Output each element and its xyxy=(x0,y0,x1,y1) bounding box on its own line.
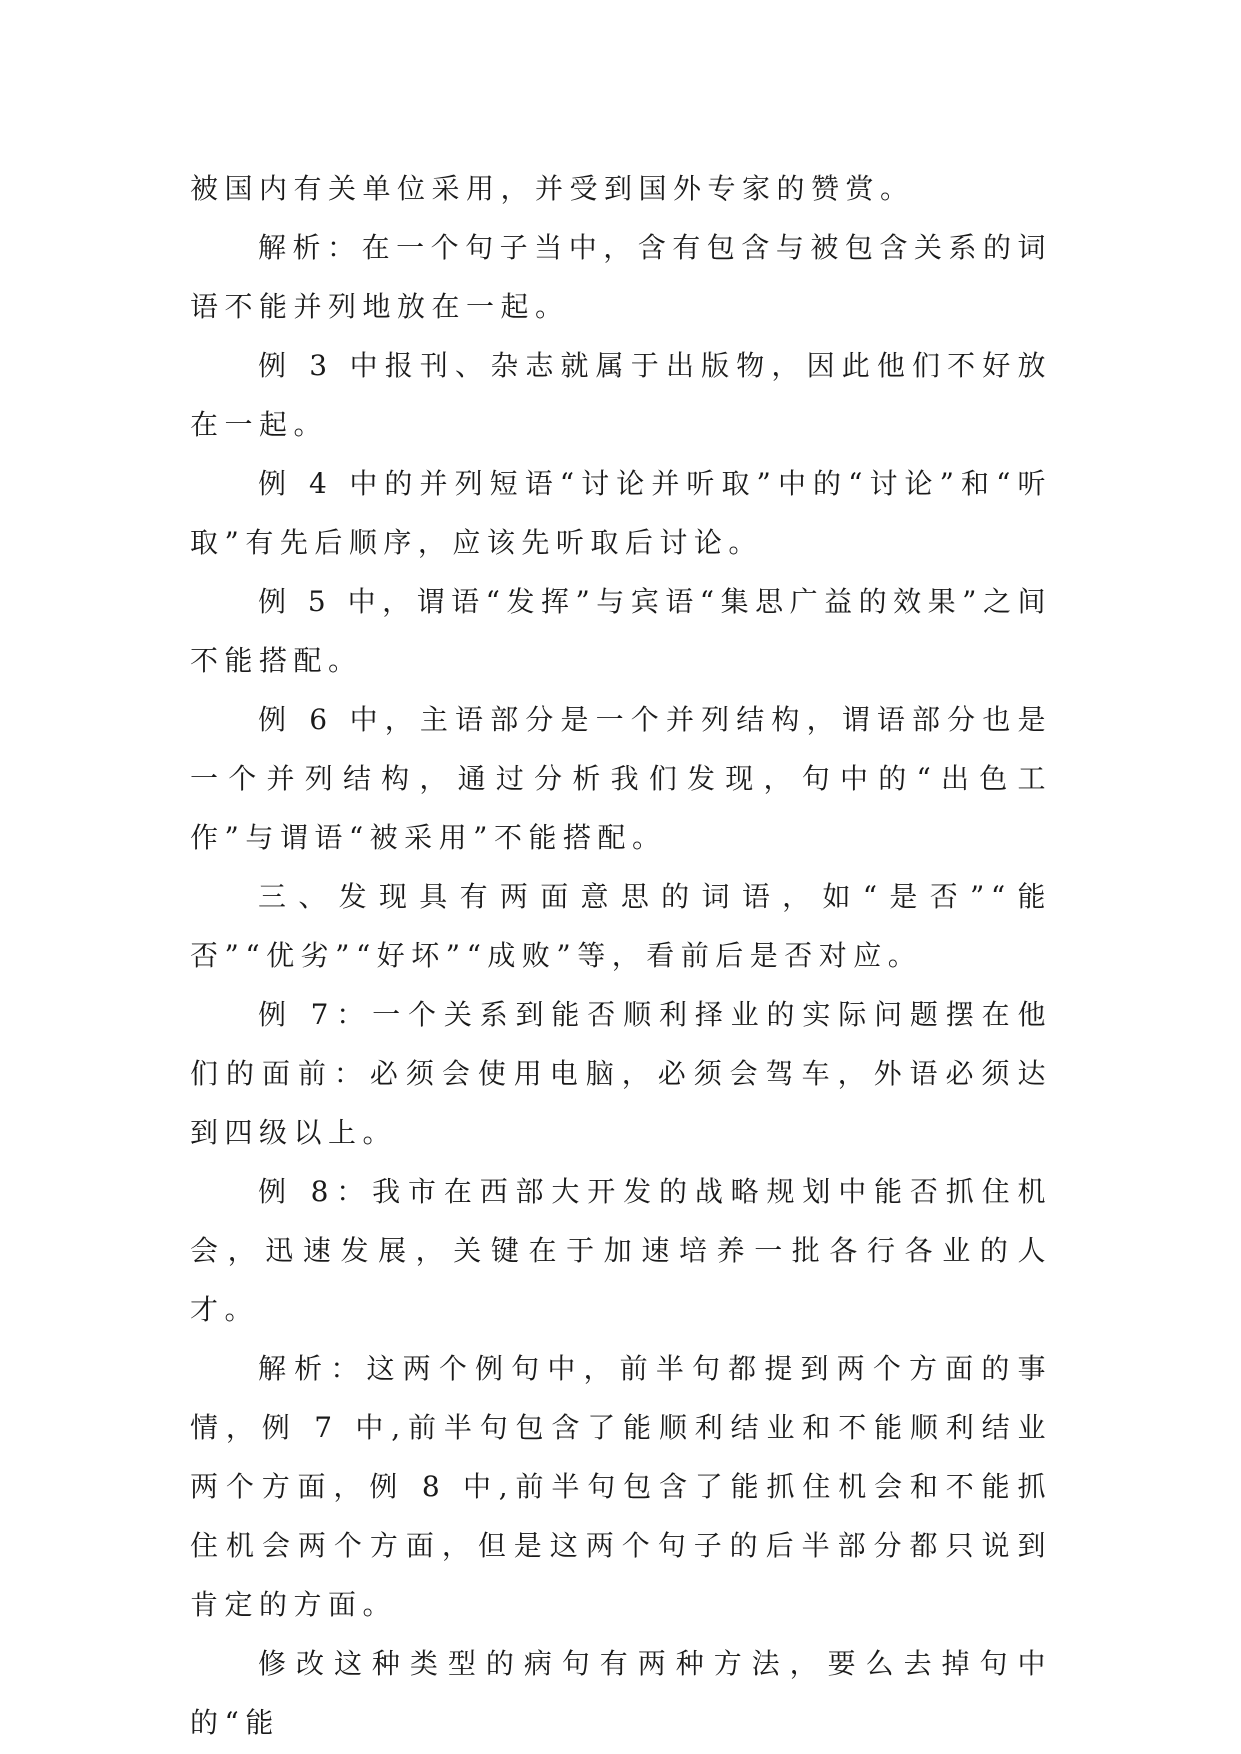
paragraph-example-7: 例 7：一个关系到能否顺利择业的实际问题摆在他们的面前：必须会使用电脑，必须会驾车，外语必须达到四级以上。 xyxy=(190,998,1052,1149)
paragraph-section-three: 三、发现具有两面意思的词语，如“是否”“能否”“优劣”“好坏”“成败”等，看前后是否对应。 xyxy=(190,880,1052,972)
paragraph-example-8: 例 8：我市在西部大开发的战略规划中能否抓住机会，迅速发展，关键在于加速培养一批各行各业的人才。 xyxy=(190,1175,1052,1326)
paragraph-example-5: 例 5 中，谓语“发挥”与宾语“集思广益的效果”之间不能搭配。 xyxy=(190,585,1052,677)
document-body xyxy=(190,159,1052,1752)
paragraph-example-3: 例 3 中报刊、杂志就属于出版物，因此他们不好放在一起。 xyxy=(190,349,1052,441)
paragraph-analysis-two-sided: 解析：这两个例句中，前半句都提到两个方面的事情，例 7 中,前半句包含了能顺利结业和不能顺利结业两个方面，例 8 中,前半句包含了能抓住机会和不能抓住机会两个方面，但是这两个句子的后半部分都只说到肯定的方面。 xyxy=(190,1352,1052,1621)
paragraph-correction-method: 修改这种类型的病句有两种方法，要么去掉句中的“能 xyxy=(190,1647,1052,1739)
paragraph-example-4: 例 4 中的并列短语“讨论并听取”中的“讨论”和“听取”有先后顺序，应该先听取后讨论。 xyxy=(190,467,1052,559)
paragraph-continuation: 被国内有关单位采用，并受到国外专家的赞赏。 xyxy=(190,172,915,205)
paragraph-example-6: 例 6 中，主语部分是一个并列结构，谓语部分也是一个并列结构，通过分析我们发现，句中的“出色工作”与谓语“被采用”不能搭配。 xyxy=(190,703,1052,854)
paragraph-analysis-inclusion: 解析：在一个句子当中，含有包含与被包含关系的词语不能并列地放在一起。 xyxy=(190,231,1052,323)
